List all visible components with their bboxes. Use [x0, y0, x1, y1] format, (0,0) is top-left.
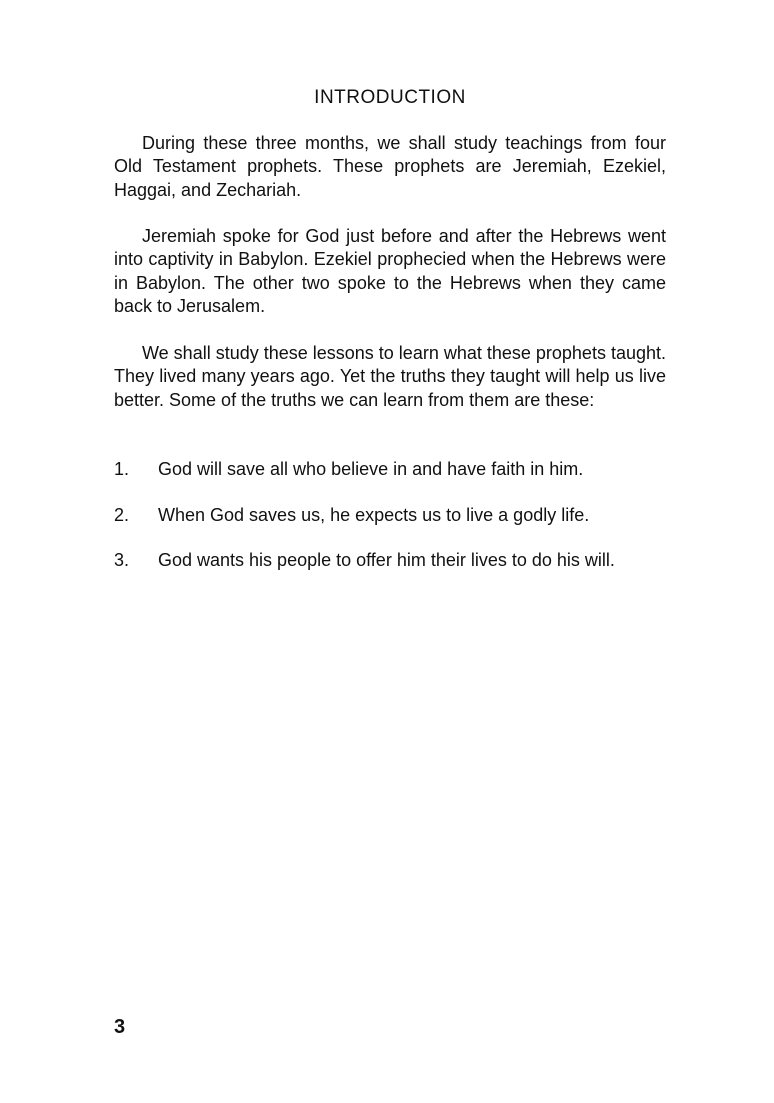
- list-item: [114, 458, 666, 481]
- paragraph-truths-intro: We shall study these lessons to learn what these prophets taught. They lived many years ago. Yet the truths they taught will help us live better. Some of the truths we can learn from them are these:: [114, 343, 666, 410]
- page-number: 3: [114, 1016, 126, 1038]
- paragraph-prophets-history: Jeremiah spoke for God just before and after the Hebrews went into captivity in Babylon. Ezekiel prophecied when the Hebrews were in Babylon. The other two spoke to the Hebrews when they came back to Jerusalem.: [114, 226, 666, 316]
- list-item-text: When God saves us, he expects us to live a godly life.: [158, 505, 590, 525]
- list-item-number: 3.: [114, 550, 130, 570]
- list-item-text: God wants his people to offer him their lives to do his will.: [158, 550, 615, 570]
- paragraph-intro: During these three months, we shall study teachings from four Old Testament prophets. These prophets are Jeremiah, Ezekiel, Haggai, and Zechariah.: [114, 133, 666, 200]
- list-item-number: 2.: [114, 505, 130, 525]
- list-item-text: God will save all who believe in and have faith in him.: [158, 459, 584, 479]
- list-item-number: 1.: [114, 459, 130, 479]
- list-item: [114, 549, 666, 572]
- page-title: INTRODUCTION: [314, 87, 466, 108]
- list-item: [114, 504, 666, 527]
